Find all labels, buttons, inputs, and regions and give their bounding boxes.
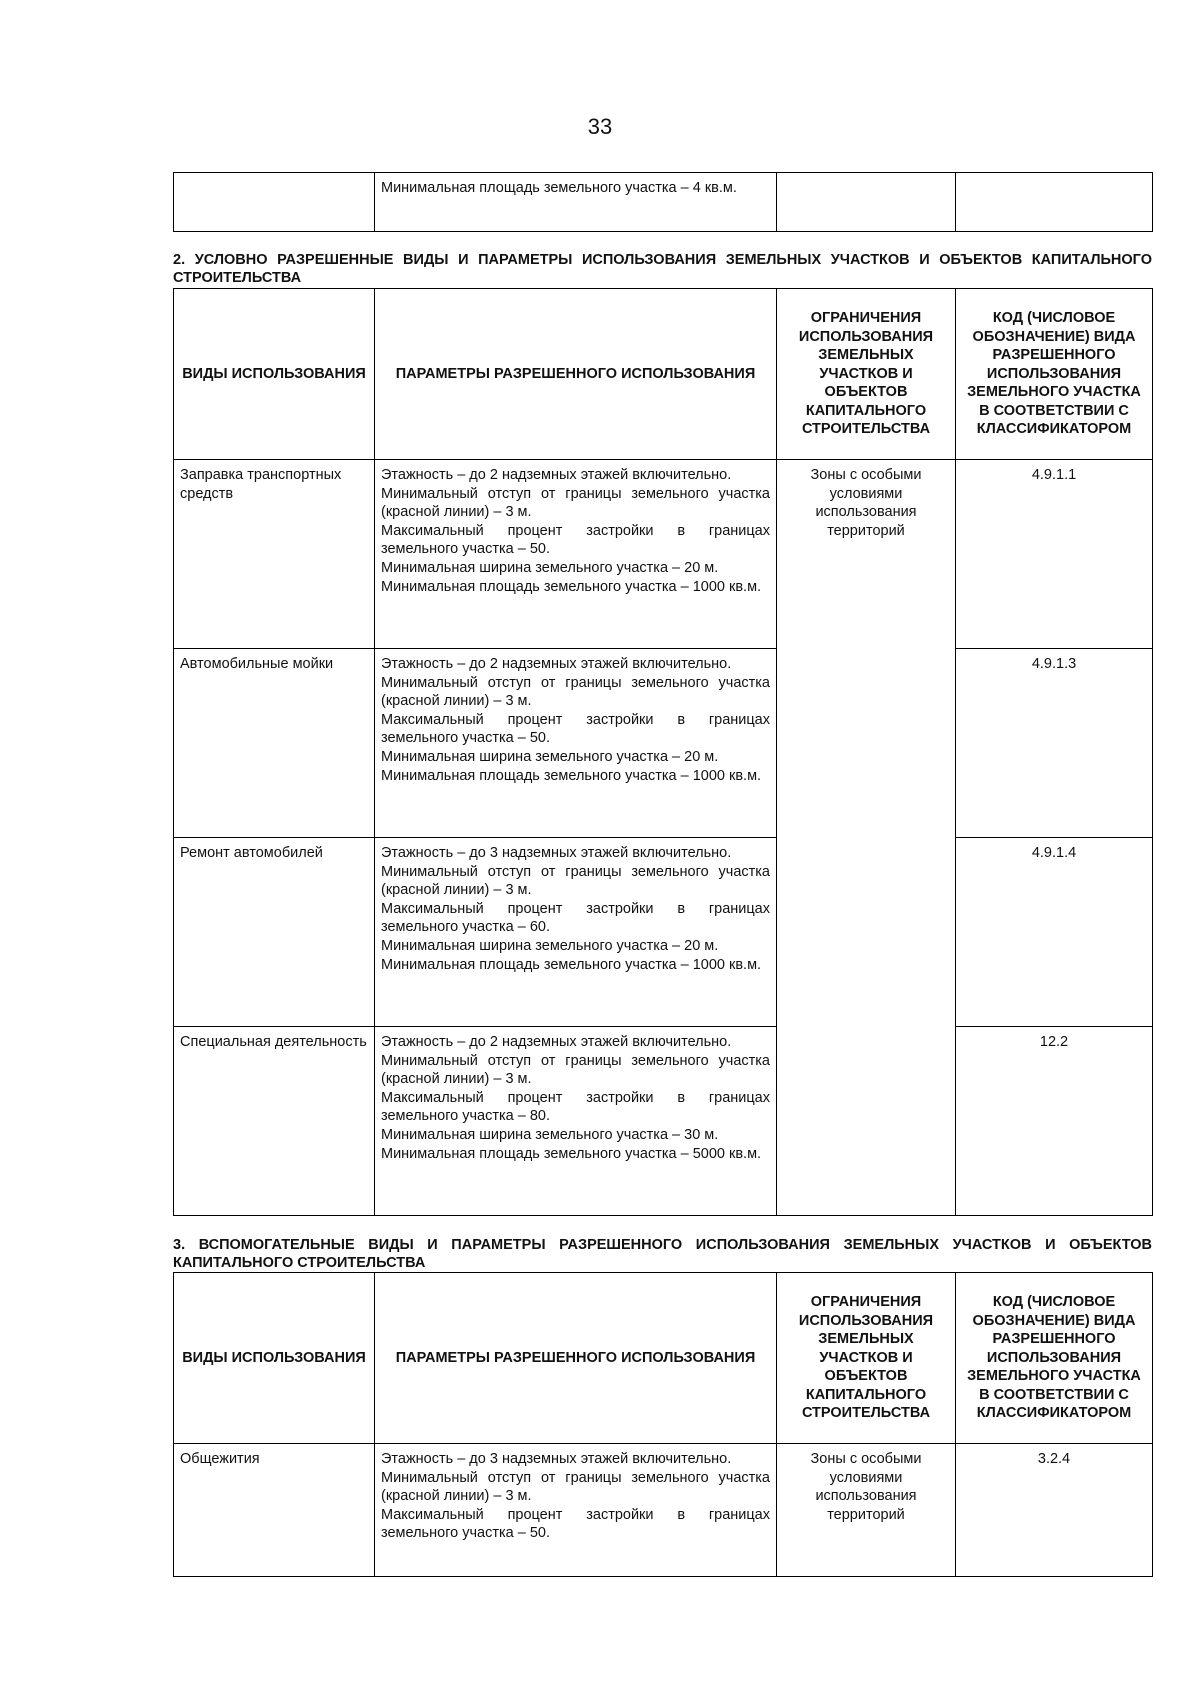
param-line: Минимальная ширина земельного участка – 20 м.: [381, 559, 719, 576]
param-line: Минимальная площадь земельного участка – 1000 кв.м.: [381, 956, 762, 973]
param-line: Минимальный отступ от границы земельного участка (красной линии) – 3 м.: [381, 1469, 770, 1505]
param-line: Этажность – до 2 надземных этажей включительно.: [381, 1034, 732, 1050]
code-cell: 3.2.4: [956, 1444, 1153, 1577]
kind-cell: Специальная деятельность: [174, 1027, 375, 1216]
code-cell: [956, 173, 1153, 232]
code-cell: 4.9.1.3: [956, 649, 1153, 838]
kind-cell: [174, 173, 375, 232]
kind-cell: Заправка транспортных средств: [174, 460, 375, 649]
table-row: [174, 460, 1153, 649]
section-3-table: [173, 1272, 1153, 1577]
param-line: Максимальный процент застройки в границах земельного участка – 50.: [381, 711, 770, 747]
section-3-heading: 3. ВСПОМОГАТЕЛЬНЫЕ ВИДЫ И ПАРАМЕТРЫ РАЗРЕШЕННОГО ИСПОЛЬЗОВАНИЯ ЗЕМЕЛЬНЫХ УЧАСТКОВ И ОБЪЕКТОВ КАПИТАЛЬНОГО СТРОИТЕЛЬСТВА: [173, 1237, 1152, 1271]
restriction-cell: Зоны с особыми условиями использования территорий: [777, 1444, 956, 1577]
code-cell: 4.9.1.4: [956, 838, 1153, 1027]
param-line: Максимальный процент застройки в границах земельного участка – 50.: [381, 1506, 770, 1542]
params-cell: [375, 173, 777, 232]
param-line: Минимальная ширина земельного участка – 20 м.: [381, 748, 719, 765]
table-row: [174, 838, 1153, 1027]
continuation-table: [173, 172, 1153, 232]
header-row: [174, 1273, 1153, 1444]
kind-cell: Ремонт автомобилей: [174, 838, 375, 1027]
param-line: Минимальная площадь земельного участка – 1000 кв.м.: [381, 767, 762, 784]
params-cell: [375, 460, 777, 649]
code-cell: 4.9.1.1: [956, 460, 1153, 649]
params-cell: [375, 1027, 777, 1216]
header-restrictions: ОГРАНИЧЕНИЯ ИСПОЛЬЗОВАНИЯ ЗЕМЕЛЬНЫХ УЧАСТКОВ И ОБЪЕКТОВ КАПИТАЛЬНОГО СТРОИТЕЛЬСТВА: [777, 1273, 956, 1444]
params-cell: [375, 838, 777, 1027]
params-cell: [375, 649, 777, 838]
header-kind: ВИДЫ ИСПОЛЬЗОВАНИЯ: [174, 289, 375, 460]
params-cell: [375, 1444, 777, 1577]
param-line: Минимальная площадь земельного участка – 4 кв.м.: [381, 180, 737, 196]
param-line: Этажность – до 3 надземных этажей включительно.: [381, 845, 732, 861]
page-number: 33: [587, 114, 613, 139]
header-code: КОД (ЧИСЛОВОЕ ОБОЗНАЧЕНИЕ) ВИДА РАЗРЕШЕННОГО ИСПОЛЬЗОВАНИЯ ЗЕМЕЛЬНОГО УЧАСТКА В СООТВЕТСТВИИ С КЛАССИФИКАТОРОМ: [956, 1273, 1153, 1444]
section-2-heading: 2. УСЛОВНО РАЗРЕШЕННЫЕ ВИДЫ И ПАРАМЕТРЫ ИСПОЛЬЗОВАНИЯ ЗЕМЕЛЬНЫХ УЧАСТКОВ И ОБЪЕКТОВ КАПИТАЛЬНОГО СТРОИТЕЛЬСТВА: [173, 252, 1152, 286]
kind-cell: Общежития: [174, 1444, 375, 1577]
header-code: КОД (ЧИСЛОВОЕ ОБОЗНАЧЕНИЕ) ВИДА РАЗРЕШЕННОГО ИСПОЛЬЗОВАНИЯ ЗЕМЕЛЬНОГО УЧАСТКА В СООТВЕТСТВИИ С КЛАССИФИКАТОРОМ: [956, 289, 1153, 460]
param-line: Минимальный отступ от границы земельного участка (красной линии) – 3 м.: [381, 1052, 770, 1088]
table-row: [174, 649, 1153, 838]
param-line: Минимальная площадь земельного участка – 1000 кв.м.: [381, 578, 762, 595]
section-2-table: [173, 288, 1153, 1216]
header-params: ПАРАМЕТРЫ РАЗРЕШЕННОГО ИСПОЛЬЗОВАНИЯ: [375, 289, 777, 460]
param-line: Минимальная площадь земельного участка – 5000 кв.м.: [381, 1145, 762, 1162]
header-restrictions: ОГРАНИЧЕНИЯ ИСПОЛЬЗОВАНИЯ ЗЕМЕЛЬНЫХ УЧАСТКОВ И ОБЪЕКТОВ КАПИТАЛЬНОГО СТРОИТЕЛЬСТВА: [777, 289, 956, 460]
table-row: [174, 1027, 1153, 1216]
table-row: [174, 1444, 1153, 1577]
param-line: Минимальная ширина земельного участка – 20 м.: [381, 937, 719, 954]
table-row: [174, 173, 1153, 232]
param-line: Минимальный отступ от границы земельного участка (красной линии) – 3 м.: [381, 863, 770, 899]
param-line: Этажность – до 3 надземных этажей включительно.: [381, 1451, 732, 1467]
header-params: ПАРАМЕТРЫ РАЗРЕШЕННОГО ИСПОЛЬЗОВАНИЯ: [375, 1273, 777, 1444]
header-kind: ВИДЫ ИСПОЛЬЗОВАНИЯ: [174, 1273, 375, 1444]
param-line: Минимальный отступ от границы земельного участка (красной линии) – 3 м.: [381, 485, 770, 521]
code-cell: 12.2: [956, 1027, 1153, 1216]
param-line: Этажность – до 2 надземных этажей включительно.: [381, 656, 732, 672]
param-line: Максимальный процент застройки в границах земельного участка – 80.: [381, 1089, 770, 1125]
param-line: Минимальный отступ от границы земельного участка (красной линии) – 3 м.: [381, 674, 770, 710]
param-line: Этажность – до 2 надземных этажей включительно.: [381, 467, 732, 483]
restriction-cell: [777, 173, 956, 232]
param-line: Максимальный процент застройки в границах земельного участка – 60.: [381, 900, 770, 936]
kind-cell: Автомобильные мойки: [174, 649, 375, 838]
restriction-cell: Зоны с особыми условиями использования территорий: [777, 460, 956, 1216]
header-row: [174, 289, 1153, 460]
param-line: Максимальный процент застройки в границах земельного участка – 50.: [381, 522, 770, 558]
param-line: Минимальная ширина земельного участка – 30 м.: [381, 1126, 719, 1143]
